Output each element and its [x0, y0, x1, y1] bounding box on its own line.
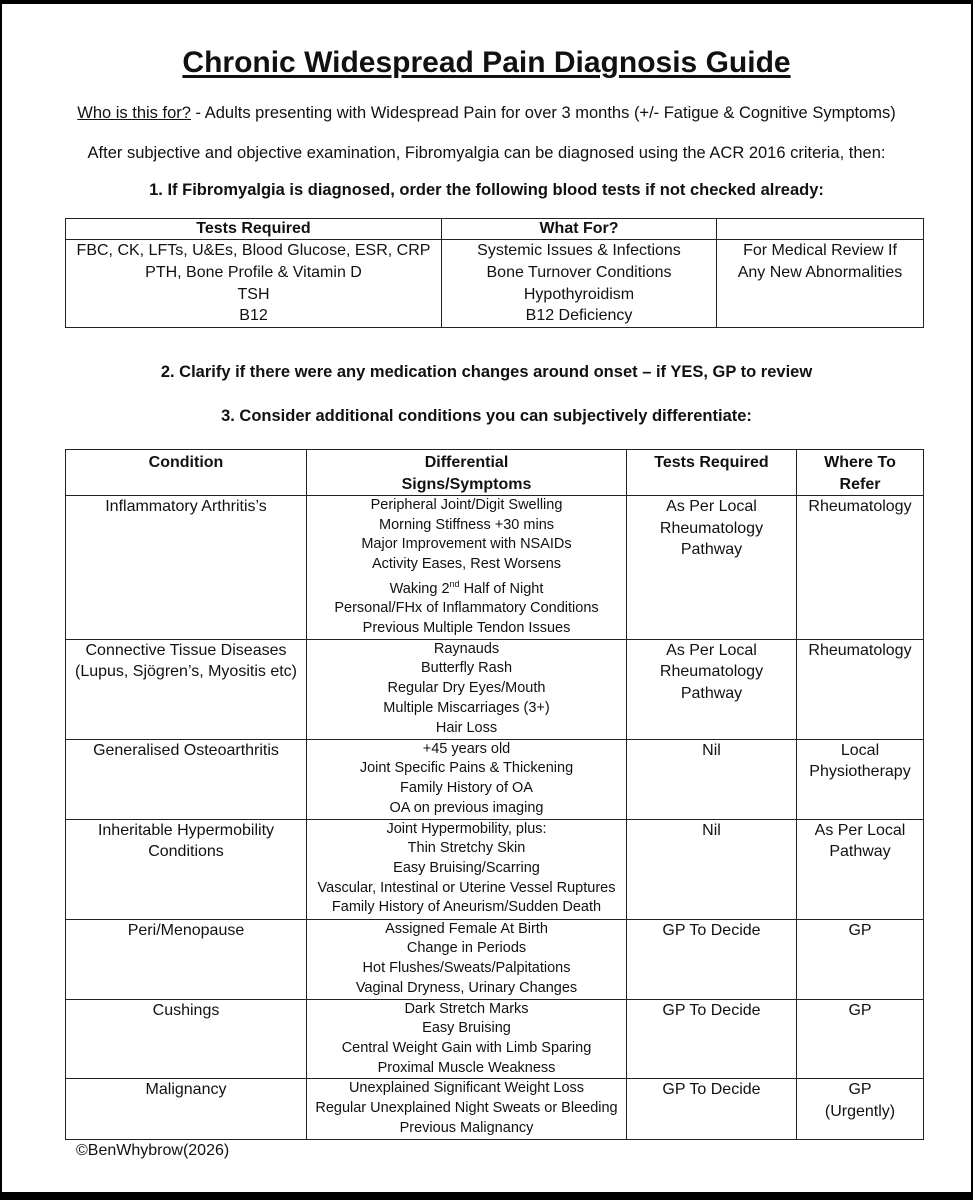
signs-cell-line: Change in Periods — [406, 940, 527, 957]
reason-item: B12 Deficiency — [525, 307, 633, 325]
test-item: TSH — [237, 285, 270, 303]
audience-line — [2, 104, 971, 123]
condition-row — [66, 919, 924, 999]
signs-cell-line: Easy Bruising/Scarring — [393, 859, 540, 876]
condition-cell-line: Inheritable Hypermobility — [97, 821, 275, 839]
step-2-heading: 2. Clarify if there were any medication changes around onset – if YES, GP to review — [160, 363, 813, 381]
blood-tests-header-row — [66, 219, 924, 240]
step-1-heading: 1. If Fibromyalgia is diagnosed, order the following blood tests if not checked already: — [149, 181, 824, 199]
signs-cell-line: +45 years old — [422, 740, 511, 757]
refer-cell — [797, 999, 924, 1079]
test-item: B12 — [239, 307, 268, 325]
step-3-heading: 3. Consider additional conditions you can subjectively differentiate: — [221, 407, 752, 425]
condition-cell — [66, 639, 307, 739]
tests-cell-line: Pathway — [680, 684, 743, 702]
refer-cell — [797, 739, 924, 819]
tests-cell — [627, 819, 797, 919]
condition-cell-line: Malignancy — [145, 1081, 227, 1099]
tests-required-header: Tests Required — [627, 450, 797, 496]
condition-cell-line: Cushings — [152, 1001, 220, 1019]
condition-cell-line: Generalised Osteoarthritis — [93, 741, 279, 759]
refer-cell-line: As Per Local — [814, 821, 906, 839]
signs-cell-line: Assigned Female At Birth — [385, 920, 548, 937]
refer-cell — [797, 1079, 924, 1140]
blank-header — [717, 219, 924, 240]
tests-cell — [627, 919, 797, 999]
signs-cell — [307, 639, 627, 739]
what-for-header: What For? — [442, 219, 717, 240]
document-page — [2, 4, 971, 1192]
refer-cell — [797, 639, 924, 739]
tests-cell-line: Nil — [702, 821, 721, 839]
tests-cell-line: Nil — [702, 741, 721, 759]
conditions-header-row — [66, 450, 924, 496]
reason-item: Systemic Issues & Infections — [477, 242, 681, 259]
test-item: FBC, CK, LFTs, U&Es, Blood Glucose, ESR, CRP — [76, 242, 431, 259]
condition-cell-line: Peri/Menopause — [127, 921, 245, 939]
condition-cell — [66, 919, 307, 999]
tests-cell-line: Rheumatology — [659, 519, 764, 537]
refer-cell-line: Rheumatology — [808, 641, 912, 659]
signs-cell — [307, 919, 627, 999]
tests-cell-line: GP To Decide — [662, 921, 761, 939]
refer-cell — [797, 819, 924, 919]
tests-cell — [627, 999, 797, 1079]
signs-cell-line: Raynauds — [433, 640, 500, 657]
review-note-line: Any New Abnormalities — [737, 263, 903, 281]
signs-cell-line: Central Weight Gain with Limb Sparing — [341, 1039, 592, 1056]
condition-row — [66, 639, 924, 739]
signs-cell-line: Peripheral Joint/Digit Swelling — [370, 497, 563, 513]
condition-cell — [66, 1079, 307, 1140]
condition-cell — [66, 819, 307, 919]
signs-cell-line: Proximal Muscle Weakness — [377, 1059, 556, 1076]
signs-cell-line: Activity Eases, Rest Worsens — [371, 556, 562, 573]
review-note-line: For Medical Review If — [743, 242, 897, 259]
refer-cell-line: GP — [848, 1001, 872, 1019]
signs-header: Differential Signs/Symptoms — [307, 450, 627, 496]
conditions-body — [66, 496, 924, 1140]
tests-cell — [627, 496, 797, 640]
condition-cell — [66, 496, 307, 640]
signs-cell — [307, 496, 627, 640]
tests-cell-line: GP To Decide — [662, 1081, 761, 1099]
condition-cell-line: (Lupus, Sjögren’s, Myositis etc) — [74, 663, 297, 681]
ordinal-suffix: nd — [449, 578, 460, 589]
tests-cell — [627, 739, 797, 819]
signs-cell-line: Vaginal Dryness, Urinary Changes — [355, 979, 578, 996]
signs-cell-line: Major Improvement with NSAIDs — [361, 536, 572, 553]
tests-cell-line: GP To Decide — [662, 1001, 761, 1019]
signs-cell — [307, 1079, 627, 1140]
copyright-footer: ©BenWhybrow(2026) — [76, 1142, 230, 1159]
condition-row — [66, 999, 924, 1079]
signs-cell-line: Dark Stretch Marks — [404, 1000, 529, 1017]
condition-cell — [66, 739, 307, 819]
signs-cell-line: Hot Flushes/Sweats/Palpitations — [362, 959, 571, 976]
refer-cell-line: Pathway — [829, 843, 891, 861]
blood-tests-table — [65, 218, 924, 328]
tests-cell-line: Rheumatology — [659, 663, 764, 681]
tests-list-cell — [66, 240, 442, 328]
refer-cell — [797, 919, 924, 999]
signs-cell-line: Regular Unexplained Night Sweats or Bleeding — [315, 1100, 618, 1117]
signs-cell-line: Regular Dry Eyes/Mouth — [387, 680, 546, 697]
condition-cell-line: Inflammatory Arthritis’s — [105, 498, 267, 515]
signs-cell-line: Joint Specific Pains & Thickening — [359, 760, 574, 777]
refer-cell-line: Local — [840, 741, 880, 759]
signs-cell-line: Multiple Miscarriages (3+) — [383, 699, 550, 716]
refer-cell-line: (Urgently) — [824, 1102, 896, 1120]
reasons-list-cell — [442, 240, 717, 328]
tests-cell-line: Pathway — [680, 541, 743, 558]
reason-item: Hypothyroidism — [523, 285, 635, 303]
tests-cell — [627, 639, 797, 739]
signs-cell-line: OA on previous imaging — [389, 799, 544, 816]
signs-cell-line: Vascular, Intestinal or Uterine Vessel Ruptures — [317, 879, 616, 896]
signs-cell-line: Morning Stiffness +30 mins — [378, 516, 555, 533]
signs-cell-line: Family History of Aneurism/Sudden Death — [331, 899, 602, 916]
review-note-cell — [717, 240, 924, 328]
condition-cell — [66, 999, 307, 1079]
signs-cell-line: Butterfly Rash — [420, 660, 513, 677]
refer-cell-line: GP — [848, 921, 872, 939]
signs-cell-line: Thin Stretchy Skin — [407, 840, 526, 857]
signs-cell — [307, 739, 627, 819]
signs-cell-line: Waking 2nd Half of Night — [389, 578, 544, 597]
blood-tests-body-row — [66, 240, 924, 328]
condition-header: Condition — [66, 450, 307, 496]
condition-row — [66, 739, 924, 819]
tests-cell — [627, 1079, 797, 1140]
condition-row — [66, 496, 924, 640]
condition-cell-line: Connective Tissue Diseases — [85, 641, 287, 659]
where-to-refer-header: Where To Refer — [797, 450, 924, 496]
condition-row — [66, 819, 924, 919]
signs-cell-line: Previous Malignancy — [399, 1119, 534, 1136]
signs-cell — [307, 819, 627, 919]
refer-cell-line: GP — [848, 1081, 872, 1099]
condition-cell-line: Conditions — [148, 843, 224, 861]
refer-cell-line: Physiotherapy — [809, 763, 911, 781]
signs-cell-line: Previous Multiple Tendon Issues — [362, 620, 571, 637]
signs-cell-line: Family History of OA — [400, 780, 533, 797]
signs-cell-line: Easy Bruising — [422, 1020, 511, 1037]
refer-cell — [797, 496, 924, 640]
signs-cell-line: Joint Hypermobility, plus: — [386, 820, 547, 837]
tests-cell-line: As Per Local — [666, 498, 757, 515]
conditions-table — [65, 449, 924, 1140]
refer-cell-line: Rheumatology — [808, 498, 912, 515]
intro-line: After subjective and objective examination, Fibromyalgia can be diagnosed using the ACR 2016 criteria, then: — [87, 144, 886, 162]
tests-cell-line: As Per Local — [666, 641, 757, 659]
reason-item: Bone Turnover Conditions — [486, 263, 672, 281]
signs-cell-line: Unexplained Significant Weight Loss — [348, 1080, 585, 1097]
condition-row — [66, 1079, 924, 1140]
signs-cell-line: Personal/FHx of Inflammatory Conditions — [334, 600, 599, 617]
signs-cell-line: Hair Loss — [435, 719, 498, 736]
tests-required-header: Tests Required — [66, 219, 442, 240]
test-item: PTH, Bone Profile & Vitamin D — [145, 263, 362, 281]
who-label: Who is this for? — [77, 104, 191, 122]
signs-cell — [307, 999, 627, 1079]
who-text: - Adults presenting with Widespread Pain for over 3 months (+/- Fatigue & Cognitive Symptoms) — [190, 104, 896, 122]
page-title: Chronic Widespread Pain Diagnosis Guide — [182, 46, 791, 79]
